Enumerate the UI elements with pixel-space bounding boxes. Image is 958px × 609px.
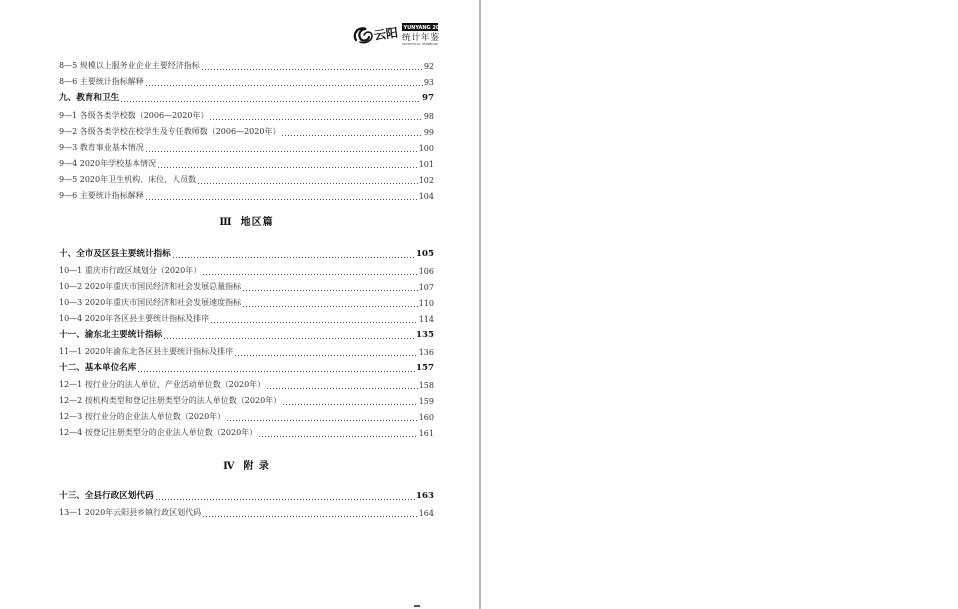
logo-text: 云阳 [373, 25, 399, 43]
toc-page-number: 98 [423, 112, 434, 121]
toc-entry-label: 9—5 2020年卫生机构、床位、人员数 [59, 175, 197, 184]
year-badge: YUNYANG 2021 [403, 25, 447, 32]
toc-entry-label: 10—3 2020年重庆市国民经济和社会发展速度指标 [59, 298, 242, 307]
toc-entry-link[interactable] [59, 262, 434, 276]
dot-leader [226, 413, 418, 422]
dot-leader [281, 128, 422, 137]
toc-entry-label: 9—6 主要统计指标解释 [59, 191, 144, 200]
toc-entry-link[interactable] [59, 408, 434, 422]
dot-leader [163, 331, 415, 340]
dot-leader [242, 299, 418, 308]
toc-page-number: 101 [418, 160, 434, 169]
toc-page-number: 93 [423, 78, 434, 87]
dot-leader [157, 160, 418, 169]
toc-entry-link[interactable] [59, 376, 434, 390]
dot-leader [145, 192, 418, 201]
part-heading [59, 213, 434, 228]
toc-entry-link[interactable] [59, 73, 434, 87]
toc-page-number: 102 [418, 176, 434, 185]
toc-entry-label: 9—3 教育事业基本情况 [59, 143, 144, 152]
toc-entry-label: 十二、基本单位名库 [59, 363, 137, 373]
toc-entry-label: 9—4 2020年学校基本情况 [59, 159, 157, 168]
toc-chapter-link[interactable] [59, 359, 434, 373]
part-roman-numeral: Ⅳ [223, 461, 236, 472]
toc-page-number: 163 [416, 491, 434, 501]
toc-page-number: 107 [418, 283, 434, 292]
toc-entry-link[interactable] [59, 107, 434, 121]
toc-entry-label: 9—1 各级各类学校数（2006—2020年） [59, 111, 209, 120]
part-title: 附 录 [243, 461, 270, 472]
toc-entry-label: 12—1 按行业分的法人单位、产业活动单位数（2020年） [59, 380, 266, 389]
yearbook-logo [350, 20, 447, 50]
toc-entry-label: 12—3 按行业分的企业法人单位数（2020年） [59, 412, 226, 421]
toc-entry-link[interactable] [59, 139, 434, 153]
dot-leader [210, 315, 418, 324]
toc-page-number: 92 [423, 62, 434, 71]
toc-entry-label: 11—1 2020年渝东北各区县主要统计指标及排序 [59, 347, 234, 356]
toc-chapter-link[interactable] [59, 487, 434, 501]
dot-leader [209, 112, 422, 121]
toc-page-number: 99 [423, 128, 434, 137]
toc-chapter-link[interactable] [59, 245, 434, 259]
dot-leader [145, 144, 418, 153]
dot-leader [145, 78, 423, 87]
toc-page-number: 160 [418, 413, 434, 422]
toc-entry-link[interactable] [59, 187, 434, 201]
toc-page-number: 157 [416, 363, 434, 373]
dot-leader [197, 176, 418, 185]
toc-page-number: 135 [416, 330, 434, 340]
toc-entry-link[interactable] [59, 310, 434, 324]
toc-entry-link[interactable] [59, 392, 434, 406]
toc-chapter-link[interactable] [59, 326, 434, 340]
toc-entry-label: 十一、渝东北主要统计指标 [59, 330, 163, 340]
toc-entry-label: 十、全市及区县主要统计指标 [59, 249, 171, 259]
toc-entry-label: 10—1 重庆市行政区域划分（2020年） [59, 266, 202, 275]
toc-entry-label: 10—4 2020年各区县主要统计指标及排序 [59, 314, 210, 323]
toc-entry-label: 13—1 2020年云阳县乡镇行政区划代码 [59, 508, 202, 517]
toc-entry-label: 十三、全县行政区划代码 [59, 491, 154, 501]
toc-page-number: 114 [418, 315, 434, 324]
toc-page-number: 136 [418, 348, 434, 357]
toc-entry-link[interactable] [59, 294, 434, 308]
toc-chapter-link[interactable] [59, 89, 434, 103]
dot-leader [266, 381, 418, 390]
dot-leader [282, 397, 418, 406]
page-right-blank [481, 0, 958, 609]
toc-entry-label: 10—2 2020年重庆市国民经济和社会发展总量指标 [59, 282, 242, 291]
toc-entry-link[interactable] [59, 171, 434, 185]
toc-page-number: 164 [418, 509, 434, 518]
dot-leader [234, 348, 418, 357]
toc-entry-link[interactable] [59, 57, 434, 71]
toc-entry-link[interactable] [59, 343, 434, 357]
dot-leader [202, 267, 418, 276]
yearbook-title: 统计年鉴 [402, 33, 441, 43]
toc-page-number: 158 [418, 381, 434, 390]
toc-page-number: 105 [416, 249, 434, 259]
part-heading [59, 457, 434, 472]
dot-leader [155, 492, 416, 501]
toc-entry-link[interactable] [59, 278, 434, 292]
toc-entry-label: 8—5 规模以上服务业企业主要经济指标 [59, 61, 200, 70]
toc-page-number: 110 [418, 299, 434, 308]
toc-entry-link[interactable] [59, 504, 434, 518]
dot-leader [202, 509, 418, 518]
part-title: 地区篇 [240, 217, 274, 228]
toc-entry-label: 12—2 按机构类型和登记注册类型分的法人单位数（2020年） [59, 396, 282, 405]
page-edge-mark [414, 605, 420, 607]
toc-page-number: 104 [418, 192, 434, 201]
part-roman-numeral: Ⅲ [219, 217, 233, 228]
toc-page-number: 106 [418, 267, 434, 276]
yearbook-subtitle: STATISTICAL YEARBOOK [402, 42, 438, 46]
dot-leader [172, 250, 415, 259]
toc-entry-link[interactable] [59, 123, 434, 137]
dot-leader [137, 364, 415, 373]
toc-entry-label: 8—6 主要统计指标解释 [59, 77, 144, 86]
toc-page-number: 161 [418, 429, 434, 438]
dot-leader [120, 94, 421, 103]
dot-leader [201, 62, 423, 71]
toc-entry-label: 九、教育和卫生 [59, 93, 120, 103]
toc-entry-label: 12—4 按登记注册类型分的企业法人单位数（2020年） [59, 428, 258, 437]
toc-entry-link[interactable] [59, 155, 434, 169]
dot-leader [242, 283, 418, 292]
dot-leader [258, 429, 418, 438]
toc-entry-label: 9—2 各级各类学校在校学生及专任教师数（2006—2020年） [59, 127, 281, 136]
toc-page-number: 159 [418, 397, 434, 406]
toc-page-number: 100 [418, 144, 434, 153]
toc-page-number: 97 [422, 93, 434, 103]
toc-entry-link[interactable] [59, 424, 434, 438]
